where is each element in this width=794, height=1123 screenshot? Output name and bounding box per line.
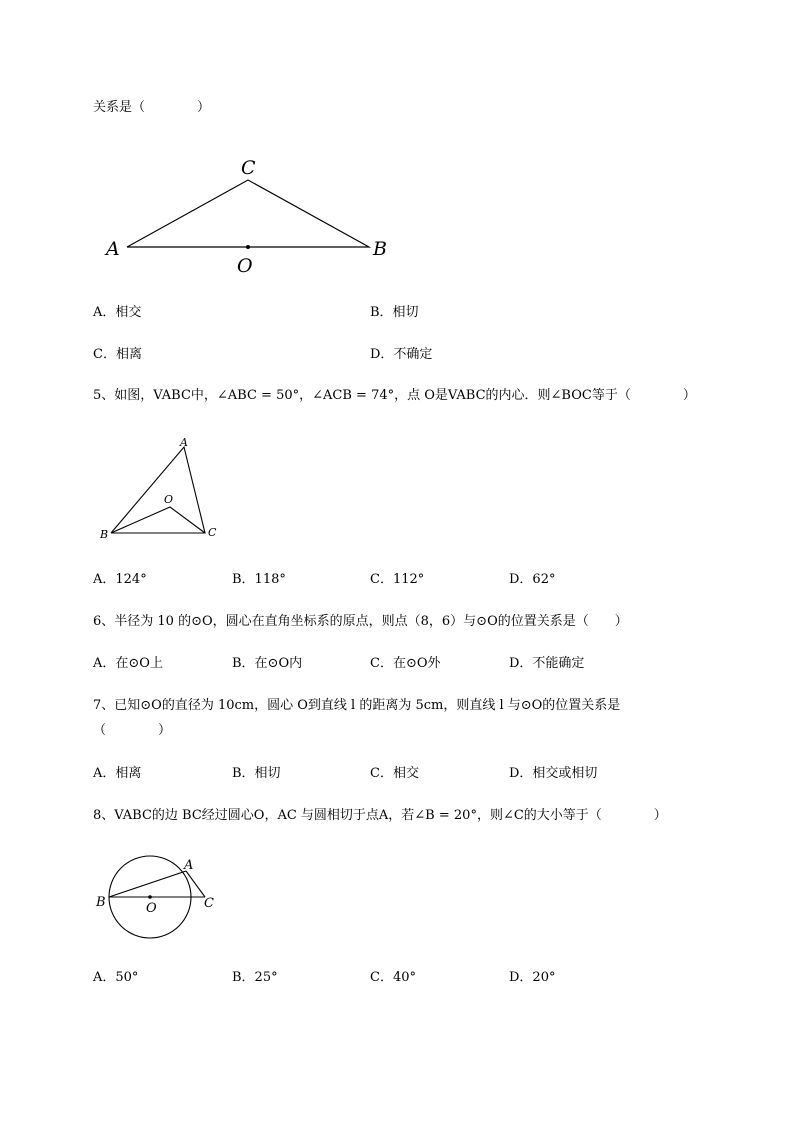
- q7-stem-line1: 7、已知⊙O的直径为 10cm，圆心 O到直线 l 的距离为 5cm，则直线 l 与⊙O的位置关系是: [93, 698, 621, 713]
- q4-label-a: A: [106, 238, 120, 260]
- q7-option-a: A．相离: [93, 766, 142, 781]
- q7-option-c: C．相交: [370, 766, 419, 781]
- q8-option-b: B．25°: [232, 970, 278, 985]
- q5-option-b: B．118°: [232, 572, 286, 587]
- q6-option-b: B．在⊙O内: [232, 656, 303, 671]
- q8-stem: 8、VABC的边 BC经过圆心O，AC 与圆相切于点A，若∠B = 20°，则∠C的大小等于（ ）: [93, 808, 667, 823]
- q4-label-o: O: [237, 255, 253, 277]
- q4-label-b: B: [373, 238, 387, 260]
- q5-option-c: C．112°: [370, 572, 425, 587]
- q8-option-c: C．40°: [370, 970, 416, 985]
- q8-label-b: B: [96, 895, 106, 910]
- q4-stem-tail: 关系是（ ）: [93, 100, 211, 115]
- q4-label-c: C: [241, 157, 256, 179]
- q5-stem: 5、如图，VABC中，∠ABC = 50°，∠ACB = 74°，点 O是VABC的内心．则∠BOC等于（ ）: [93, 388, 696, 403]
- q5-label-o: O: [164, 493, 174, 506]
- q4-option-c: C．相离: [93, 347, 142, 362]
- q8-label-c: C: [204, 896, 214, 911]
- q4-triangle-figure: [100, 150, 400, 280]
- q4-option-a: A．相交: [93, 305, 142, 320]
- q4-option-b: B．相切: [370, 305, 419, 320]
- q7-option-d: D．相交或相切: [509, 766, 598, 781]
- q5-incenter-figure: [96, 432, 226, 544]
- q8-option-a: A．50°: [93, 970, 139, 985]
- q6-option-d: D．不能确定: [509, 656, 585, 671]
- q6-option-a: A．在⊙O上: [93, 656, 163, 671]
- q6-option-c: C．在⊙O外: [370, 656, 441, 671]
- q6-stem: 6、半径为 10 的⊙O，圆心在直角坐标系的原点，则点（8，6）与⊙O的位置关系是（ ）: [93, 614, 628, 629]
- q5-label-a: A: [180, 436, 188, 449]
- q5-option-a: A．124°: [93, 572, 147, 587]
- q8-label-a: A: [184, 858, 194, 873]
- q7-option-b: B．相切: [232, 766, 281, 781]
- q8-option-d: D．20°: [509, 970, 556, 985]
- q5-option-d: D．62°: [509, 572, 556, 587]
- q5-label-c: C: [208, 526, 217, 539]
- q8-circle-tangent-figure: [92, 852, 232, 944]
- q5-label-b: B: [100, 528, 109, 541]
- q4-option-d: D．不确定: [370, 347, 433, 362]
- q7-stem-line2: （ ）: [93, 723, 172, 738]
- q8-label-o: O: [146, 901, 157, 916]
